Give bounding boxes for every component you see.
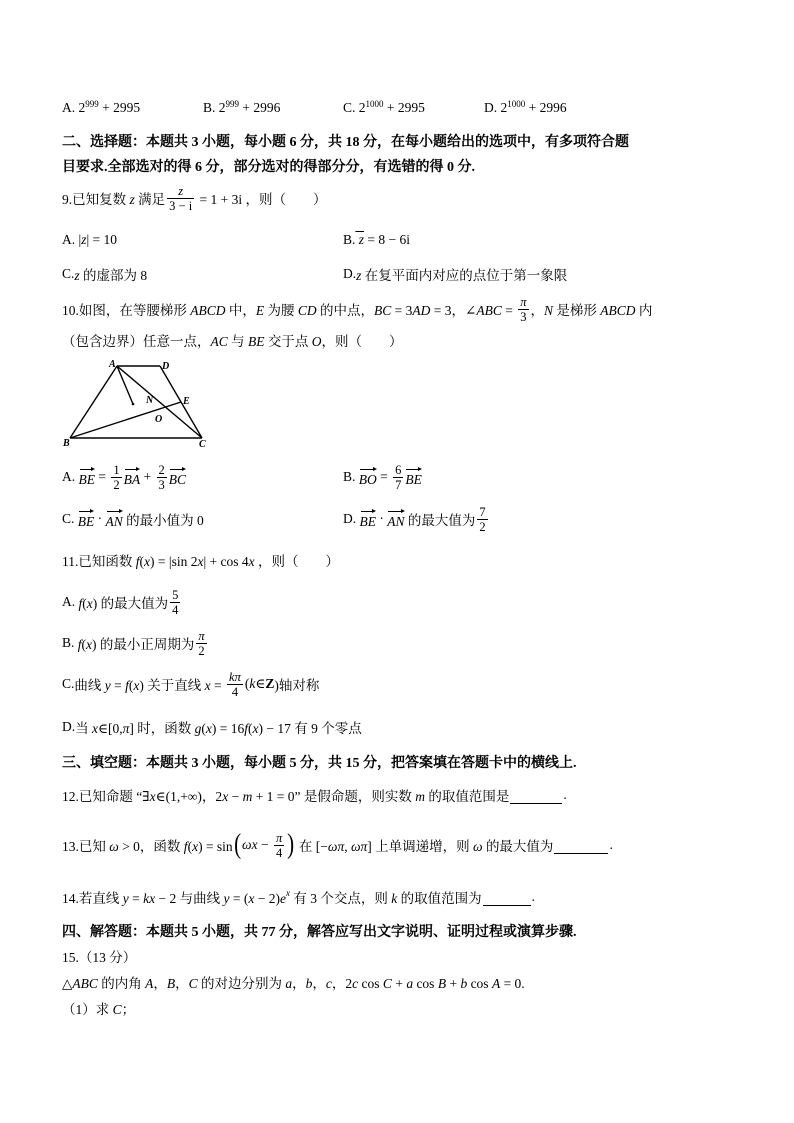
option-label: B. bbox=[62, 635, 75, 650]
q10-stem-line2 bbox=[62, 330, 403, 350]
fraction-numerator bbox=[518, 295, 528, 310]
math-variable: x bbox=[133, 678, 140, 693]
trapezoid-figure bbox=[62, 356, 214, 450]
question-text: ，N 是梯形 ABCD 内 bbox=[530, 303, 653, 318]
q8-option-d bbox=[484, 98, 567, 118]
math-variable: z bbox=[129, 192, 135, 207]
option-text: f(x) 的最小正周期为 bbox=[77, 637, 195, 652]
math-variable: f bbox=[244, 721, 249, 736]
option-text: )轴对称 bbox=[274, 678, 320, 693]
math-variable: A bbox=[476, 303, 485, 318]
math-variable: x bbox=[248, 891, 255, 906]
question-text: 有 3 个交点，则 k 的取值范围为 bbox=[289, 891, 482, 906]
fraction bbox=[167, 184, 194, 213]
fraction bbox=[157, 463, 167, 492]
vector-bo: BO bbox=[359, 467, 377, 487]
fraction bbox=[196, 629, 206, 658]
period: . bbox=[609, 837, 613, 852]
math-variable: B bbox=[198, 303, 207, 318]
q11-stem bbox=[62, 550, 339, 570]
math-variable: m bbox=[415, 789, 426, 804]
power-base: 2 bbox=[75, 100, 86, 115]
question-text: 13.已知 ω > 0，函数 f(x) = sin bbox=[62, 839, 233, 854]
question-number: 15.（13 分） bbox=[62, 950, 137, 965]
q15-stem bbox=[62, 972, 525, 992]
math-variable: D bbox=[625, 303, 636, 318]
math-variable: ω bbox=[473, 839, 483, 854]
question-text: 11.已知函数 f(x) = |sin 2x| + cos 4x ，则（ ） bbox=[62, 554, 340, 569]
math-variable: B bbox=[608, 303, 617, 318]
math-variable: x bbox=[204, 678, 211, 693]
fraction-numerator: 2 bbox=[158, 462, 165, 477]
option-label: D. bbox=[343, 511, 360, 526]
edge-ab bbox=[70, 366, 117, 438]
option-label: D. bbox=[62, 719, 76, 734]
power-base: 2 bbox=[355, 100, 366, 115]
math-variable: D bbox=[306, 303, 317, 318]
math-variable: z bbox=[178, 183, 184, 198]
q15-part1 bbox=[62, 998, 135, 1018]
q11-option-c bbox=[62, 667, 319, 701]
fraction-denominator: 4 bbox=[275, 845, 283, 860]
math-variable: ω bbox=[242, 837, 252, 852]
section-heading-text: 三、填空题：本题共 3 小题，每小题 5 分，共 15 分，把答案填在答题卡中的横线上. bbox=[62, 756, 577, 771]
q10-option-a bbox=[62, 460, 186, 494]
fraction-denominator: 4 bbox=[172, 602, 179, 617]
section-heading-text: 目要求.全部选对的得 6 分，部分选对的得部分分，有选错的得 0 分. bbox=[62, 160, 475, 175]
math-variable: C bbox=[188, 976, 198, 991]
option-label: B. bbox=[343, 232, 356, 247]
option-label: C. bbox=[62, 676, 75, 691]
math-variable: A bbox=[491, 976, 501, 991]
math-variable: x bbox=[205, 721, 212, 736]
option-label: B. bbox=[343, 469, 359, 484]
q10-option-b bbox=[343, 460, 422, 494]
answer-blank bbox=[510, 791, 562, 804]
math-variable: x bbox=[252, 721, 259, 736]
math-variable: π bbox=[122, 721, 130, 736]
option-label: A. bbox=[62, 469, 79, 484]
q10-option-c bbox=[62, 502, 204, 536]
option-text: z 在复平面内对应的点位于第一象限 bbox=[356, 268, 568, 283]
fraction bbox=[393, 463, 403, 492]
q10-option-d bbox=[343, 502, 490, 536]
fraction-numerator bbox=[196, 629, 206, 644]
math-variable: D bbox=[420, 303, 431, 318]
math-variable: x bbox=[86, 596, 93, 611]
math-variable: B bbox=[437, 976, 447, 991]
vector-be: BE bbox=[405, 467, 422, 487]
option-label: C. bbox=[62, 511, 78, 526]
point-n bbox=[132, 403, 135, 406]
label-d: D bbox=[162, 361, 170, 372]
math-variable: x bbox=[197, 554, 204, 569]
option-text: f(x) 的最大值为 bbox=[78, 596, 169, 611]
fraction-denominator: 3 bbox=[158, 477, 165, 492]
segment-an bbox=[117, 366, 133, 404]
math-variable: x bbox=[144, 554, 151, 569]
math-variable: B bbox=[248, 334, 257, 349]
dot-operator: · bbox=[94, 511, 106, 526]
math-variable: π bbox=[337, 839, 345, 854]
math-variable: x bbox=[248, 554, 255, 569]
q15-header bbox=[62, 946, 136, 966]
fraction-denominator: 4 bbox=[231, 684, 239, 699]
option-text: (k∈ bbox=[244, 676, 266, 691]
section-heading-text: 四、解答题：本题共 5 小题，共 77 分，解答应写出文字说明、证明过程或演算步骤. bbox=[62, 925, 577, 940]
math-variable: C bbox=[616, 303, 626, 318]
math-variable: B bbox=[484, 303, 493, 318]
math-variable: x bbox=[149, 789, 156, 804]
math-variable: E bbox=[256, 334, 265, 349]
math-variable: a bbox=[406, 976, 414, 991]
math-variable: z bbox=[356, 268, 362, 283]
question-text: 10.如图，在等腰梯形 ABCD 中，E 为腰 CD 的中点，BC = 3AD = 3，∠ABC = bbox=[62, 303, 517, 318]
math-variable: k bbox=[143, 891, 150, 906]
left-paren: ( bbox=[233, 829, 241, 860]
fraction-denominator: 3 − i bbox=[169, 198, 193, 213]
vector-be: BE bbox=[78, 509, 95, 529]
equals-sign: = bbox=[376, 469, 392, 484]
option-text: z 的虚部为 8 bbox=[74, 268, 148, 283]
math-variable: A bbox=[600, 303, 609, 318]
option-rest: + 2995 bbox=[383, 100, 425, 115]
fraction-numerator bbox=[274, 831, 284, 846]
math-variable: π bbox=[234, 669, 241, 684]
question-text: △ABC 的内角 A，B，C 的对边分别为 a，b，c，2c cos C + a cos B + b cos A = 0. bbox=[62, 976, 525, 991]
option-label: D. bbox=[343, 266, 357, 281]
q13 bbox=[62, 828, 613, 862]
fraction-denominator: 2 bbox=[113, 477, 120, 492]
math-variable: π bbox=[360, 839, 368, 854]
integer-set-symbol: Z bbox=[265, 676, 275, 691]
fraction-numerator: 7 bbox=[479, 504, 486, 519]
answer-blank bbox=[554, 841, 608, 854]
question-text: 12.已知命题 “∃x∈(1,+∞)，2x − m + 1 = 0” 是假命题，则实数 m 的取值范围是 bbox=[62, 789, 510, 804]
question-text: （包含边界）任意一点，AC 与 BE 交于点 O，则（ ） bbox=[62, 334, 403, 349]
math-variable: N bbox=[544, 303, 554, 318]
option-math: = 8 − 6i bbox=[364, 232, 411, 247]
power-exponent: 999 bbox=[225, 99, 240, 109]
math-variable: k bbox=[249, 676, 256, 691]
conjugate-z: z bbox=[355, 232, 365, 247]
q9-option-d bbox=[343, 264, 567, 284]
math-variable: B bbox=[374, 303, 383, 318]
power-exponent: 1000 bbox=[507, 99, 526, 109]
math-variable: k bbox=[391, 891, 398, 906]
math-variable: a bbox=[285, 976, 293, 991]
math-variable: x bbox=[192, 839, 199, 854]
section3-heading bbox=[62, 752, 577, 772]
option-rest: + 2996 bbox=[525, 100, 567, 115]
fraction-numerator: 6 bbox=[395, 462, 402, 477]
q8-option-a bbox=[62, 98, 140, 118]
q10-stem-line1 bbox=[62, 294, 652, 324]
power-exponent: 1000 bbox=[365, 99, 384, 109]
fraction-numerator bbox=[227, 670, 243, 685]
q9-option-a bbox=[62, 230, 117, 250]
vector-be: BE bbox=[360, 509, 377, 529]
math-variable: k bbox=[229, 669, 235, 684]
option-label: C. bbox=[62, 266, 75, 281]
fraction bbox=[170, 588, 180, 617]
math-variable: f bbox=[78, 596, 83, 611]
q9-option-c bbox=[62, 264, 147, 284]
math-variable: ω bbox=[327, 839, 338, 854]
math-variable: O bbox=[311, 334, 322, 349]
q14 bbox=[62, 887, 535, 907]
answer-blank bbox=[483, 893, 531, 906]
math-variable: A bbox=[210, 334, 219, 349]
math-variable: C bbox=[218, 334, 228, 349]
option-rest: + 2995 bbox=[98, 100, 141, 115]
option-text: 曲线 y = f(x) 关于直线 x = bbox=[74, 678, 226, 693]
math-variable: y bbox=[104, 678, 111, 693]
question-text: 14.若直线 y = kx − 2 与曲线 y = (x − 2)e bbox=[62, 891, 286, 906]
option-text: 的最大值为 bbox=[404, 513, 476, 528]
period: . bbox=[563, 787, 567, 802]
label-e: E bbox=[183, 396, 190, 407]
section4-heading bbox=[62, 921, 577, 941]
vector-an: AN bbox=[106, 509, 123, 529]
math-variable: B bbox=[80, 976, 89, 991]
fraction-numerator bbox=[167, 184, 194, 199]
label-b: B bbox=[63, 438, 70, 449]
equals-sign: = bbox=[95, 469, 110, 484]
label-a: A bbox=[109, 359, 116, 370]
math-variable: b bbox=[305, 976, 313, 991]
fraction bbox=[274, 831, 284, 860]
math-variable: m bbox=[242, 789, 253, 804]
question-text: 9.已知复数 z 满足 bbox=[62, 192, 166, 207]
math-text: ωx − bbox=[242, 837, 272, 852]
math-variable: π bbox=[275, 830, 283, 845]
vector-an: AN bbox=[387, 509, 404, 529]
q9-option-b bbox=[343, 230, 410, 250]
label-c: C bbox=[199, 439, 206, 450]
option-text: 的最小值为 0 bbox=[122, 513, 204, 528]
math-variable: D bbox=[215, 303, 226, 318]
section-heading-text: 二、选择题：本题共 3 小题，每小题 6 分，共 18 分，在每小题给出的选项中，有多项符合题 bbox=[62, 135, 629, 150]
section2-heading-line1 bbox=[62, 131, 629, 151]
math-variable: x bbox=[222, 789, 229, 804]
math-variable: c bbox=[352, 976, 359, 991]
q9-stem bbox=[62, 184, 327, 212]
q11-option-a bbox=[62, 584, 182, 620]
fraction-numerator: 1 bbox=[113, 462, 120, 477]
option-math: |z| = 10 bbox=[75, 232, 118, 247]
math-variable: C bbox=[206, 303, 216, 318]
option-label: A. bbox=[62, 594, 76, 609]
math-variable: C bbox=[492, 303, 502, 318]
option-label: D. bbox=[484, 100, 498, 115]
math-variable: f bbox=[77, 637, 82, 652]
segment-be bbox=[70, 402, 181, 438]
option-rest: + 2996 bbox=[239, 100, 281, 115]
math-variable: A bbox=[412, 303, 421, 318]
math-variable: x bbox=[149, 891, 156, 906]
math-variable: E bbox=[255, 303, 265, 318]
math-variable: x bbox=[285, 888, 290, 898]
math-variable: B bbox=[166, 976, 176, 991]
power-exponent: 999 bbox=[85, 99, 99, 109]
math-variable: C bbox=[88, 976, 98, 991]
fraction-denominator: 2 bbox=[198, 643, 205, 658]
fraction-denominator: 3 bbox=[520, 309, 527, 324]
q8-option-c bbox=[343, 98, 425, 118]
plus-sign: + bbox=[140, 469, 155, 484]
math-variable: z bbox=[74, 268, 80, 283]
math-variable: y bbox=[223, 891, 230, 906]
math-variable: x bbox=[92, 721, 98, 736]
math-variable: π bbox=[198, 628, 205, 643]
math-variable: A bbox=[190, 303, 199, 318]
fraction bbox=[111, 463, 121, 492]
math-variable: A bbox=[72, 976, 81, 991]
option-label: C. bbox=[343, 100, 356, 115]
fraction bbox=[477, 505, 487, 534]
fraction-numerator: 5 bbox=[172, 587, 179, 602]
question-text: = 1 + 3i ，则（ ） bbox=[196, 192, 327, 207]
math-variable: C bbox=[382, 976, 392, 991]
vector-be: BE bbox=[79, 467, 96, 487]
math-variable: f bbox=[183, 839, 188, 854]
label-n: N bbox=[146, 395, 154, 406]
math-variable: A bbox=[145, 976, 154, 991]
math-variable: e bbox=[279, 891, 286, 906]
right-paren: ) bbox=[287, 829, 295, 860]
dot-operator: · bbox=[376, 511, 388, 526]
math-variable: c bbox=[325, 976, 332, 991]
option-label: B. bbox=[203, 100, 216, 115]
math-variable: f bbox=[135, 554, 140, 569]
option-text: 当 x∈[0,π] 时，函数 g(x) = 16f(x) − 17 有 9 个零点 bbox=[75, 721, 362, 736]
q8-option-b bbox=[203, 98, 280, 118]
math-variable: C bbox=[297, 303, 307, 318]
fraction bbox=[227, 670, 243, 699]
q11-option-d bbox=[62, 717, 362, 737]
option-label: A. bbox=[62, 100, 76, 115]
question-text: 在 [−ωπ, ωπ] 上单调递增，则 ω 的最大值为 bbox=[295, 839, 554, 854]
math-variable: ω bbox=[350, 839, 361, 854]
q11-option-b bbox=[62, 625, 209, 661]
option-label: A. bbox=[62, 232, 76, 247]
math-variable: ω bbox=[109, 839, 119, 854]
math-variable: f bbox=[125, 678, 129, 693]
fraction bbox=[518, 295, 528, 324]
section2-heading-line2 bbox=[62, 156, 475, 176]
power-base: 2 bbox=[497, 100, 508, 115]
question-part: （1）求 C； bbox=[62, 1002, 136, 1017]
math-variable: C bbox=[382, 303, 392, 318]
math-variable: C bbox=[112, 1002, 122, 1017]
math-variable: x bbox=[86, 637, 93, 652]
math-variable: y bbox=[122, 891, 129, 906]
fraction-denominator: 7 bbox=[395, 477, 402, 492]
period: . bbox=[531, 889, 535, 904]
vector-bc: BC bbox=[169, 467, 186, 487]
label-o: O bbox=[155, 414, 163, 425]
q12 bbox=[62, 785, 567, 805]
math-variable: g bbox=[194, 721, 202, 736]
math-variable: π bbox=[520, 294, 527, 309]
math-variable: b bbox=[460, 976, 468, 991]
vector-ba: BA bbox=[124, 467, 141, 487]
fraction-denominator: 2 bbox=[479, 519, 486, 534]
power-base: 2 bbox=[215, 100, 226, 115]
math-variable: x bbox=[251, 837, 258, 852]
math-variable: z bbox=[81, 232, 87, 247]
